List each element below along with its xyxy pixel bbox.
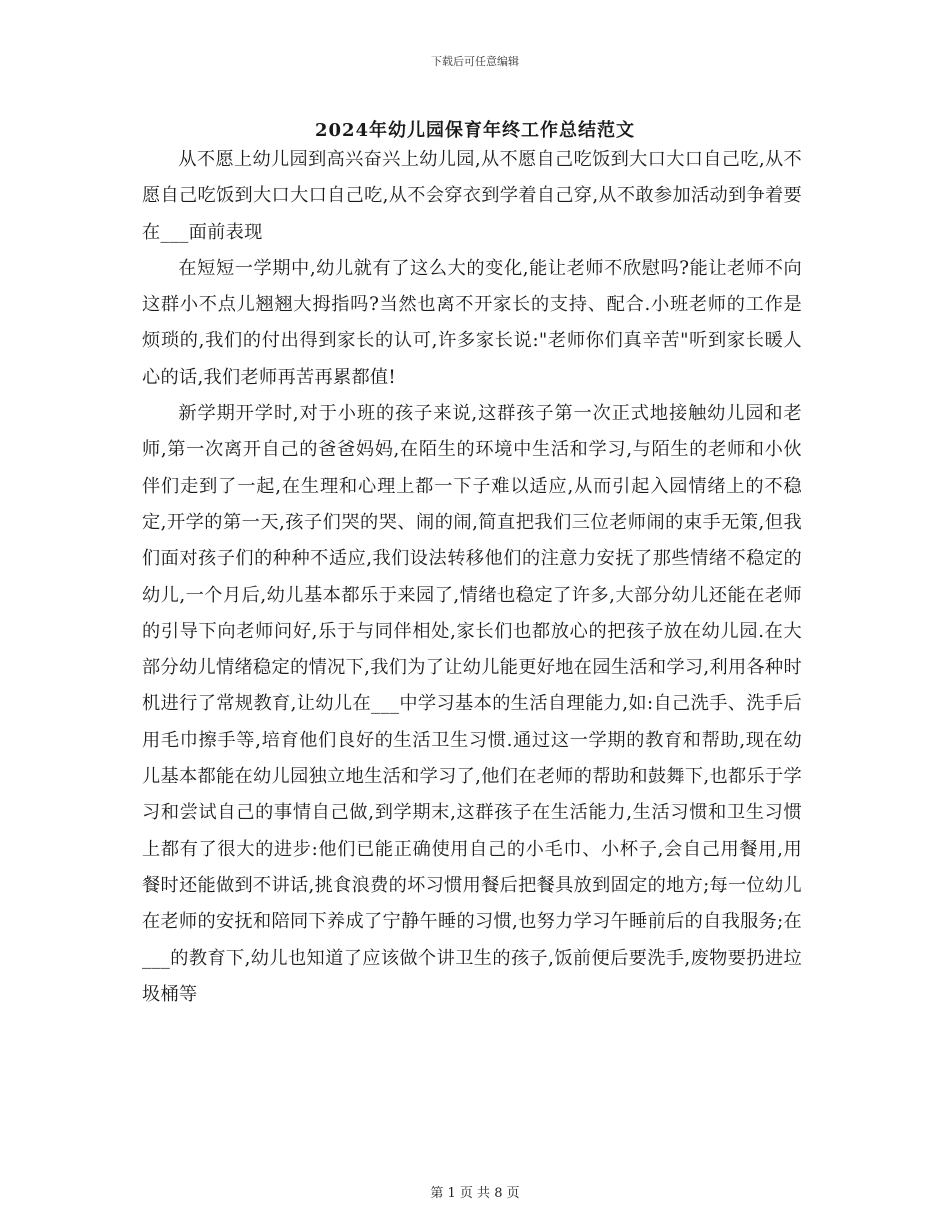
paragraph-1: 从不愿上幼儿园到高兴奋兴上幼儿园,从不愿自己吃饭到大口大口自己吃,从不愿自己吃饭到大口大口自己吃,从不会穿衣到学着自己穿,从不敢参加活动到争着要在___面前表现 bbox=[142, 149, 802, 243]
document-title: 2024年幼儿园保育年终工作总结范文 bbox=[314, 120, 636, 141]
document-body bbox=[142, 142, 802, 1013]
page-number: 第 1 页 共 8 页 bbox=[430, 1186, 520, 1201]
header-note: 下载后可任意编辑 bbox=[431, 55, 519, 68]
paragraph-3: 新学期开学时,对于小班的孩子来说,这群孩子第一次正式地接触幼儿园和老师,第一次离开自己的爸爸妈妈,在陌生的环境中生活和学习,与陌生的老师和小伙伴们走到了一起,在生理和心理上都一下子难以适应,从而引起入园情绪上的不稳定,开学的第一天,孩子们哭的哭、闹的闹,简直把我们三位老师闹的束手无策,但我们面对孩子们的种种不适应,我们设法转移他们的注意力安抚了那些情绪不稳定的幼儿,一个月后,幼儿基本都乐于来园了,情绪也稳定了许多,大部分幼儿还能在老师的引导下向老师问好,乐于与同伴相处,家长们也都放心的把孩子放在幼儿园.在大部分幼儿情绪稳定的情况下,我们为了让幼儿能更好地在园生活和学习,利用各种时机进行了常规教育,让幼儿在___中学习基本的生活自理能力,如:自己洗手、洗手后用毛巾擦手等,培育他们良好的生活卫生习惯.通过这一学期的教育和帮助,现在幼儿基本都能在幼儿园独立地生活和学习了,他们在老师的帮助和鼓舞下,也都乐于学习和尝试自己的事情自己做,到学期末,这群孩子在生活能力,生活习惯和卫生习惯上都有了很大的进步:他们已能正确使用自己的小毛巾、小杯子,会自己用餐用,用餐时还能做到不讲话,挑食浪费的坏习惯用餐后把餐具放到固定的地方;每一位幼儿在老师的安抚和陪同下养成了宁静午睡的习惯,也努力学习午睡前后的自我服务;在___的教育下,幼儿也知道了应该做个讲卫生的孩子,饭前便后要洗手,废物要扔进垃圾桶等 bbox=[142, 403, 802, 1005]
paragraph-2: 在短短一学期中,幼儿就有了这么大的变化,能让老师不欣慰吗?能让老师不向这群小不点儿翘翘大拇指吗?当然也离不开家长的支持、配合.小班老师的工作是烦琐的,我们的付出得到家长的认可,许多家长说:"老师你们真辛苦"听到家长暖人心的话,我们老师再苦再累都值! bbox=[142, 257, 802, 388]
